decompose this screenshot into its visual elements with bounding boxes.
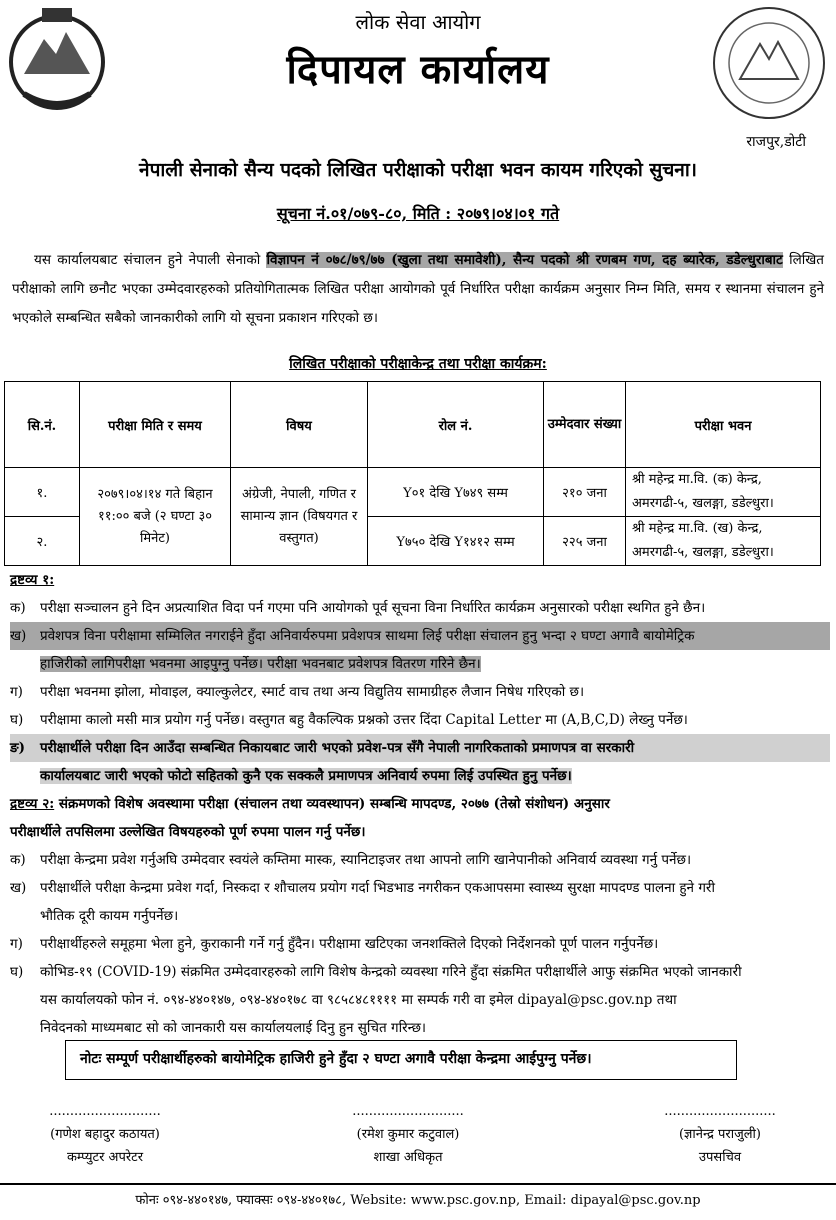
notes1-heading: द्रष्टव्य १: [10,572,55,588]
public-service-commission-logo-icon [710,4,828,122]
notice-title: नेपाली सेनाको सैन्य पदको लिखित परीक्षाको परीक्षा भवन कायम गरिएको सुचना। [139,159,697,181]
note-item-cont: कार्यालयबाट जारी भएको फोटो सहितको कुनै एक सक्कलै प्रमाणपत्र अनिवार्य रुपमा लिई उपस्थित हुनु पर्नेछ। [40,768,572,784]
table-header-row [5,382,821,468]
footer-divider [0,1183,836,1185]
note-box: नोटः सम्पूर्ण परीक्षार्थीहरुको बायोमेट्रिक हाजिरी हुने हुँदा २ घण्टा अगावै परीक्षा केन्द्रमा आईपुग्नु पर्नेछ। [65,1040,737,1080]
col-subject: विषय [231,382,368,468]
note-item: क) परीक्षा केन्द्रमा प्रवेश गर्नुअघि उम्मेदवार स्वयंले कम्तिमा मास्क, स्यानिटाइजर तथा आपनो लागि खानेपानीको अनिवार्य व्यवस्था गर्नु पर्नेछ। [10,852,692,868]
col-venue: परीक्षा भवन [626,382,821,468]
email-link[interactable]: dipayal@psc.gov.np [517,992,653,1008]
website-link[interactable]: www.psc.gov.np [410,1193,516,1208]
note-item: ग) परीक्षा भवनमा झोला, मोवाइल, क्याल्कुलेटर, स्मार्ट वाच तथा अन्य विद्युतिय सामाग्रीहरु लैजान निषेध गरिएको छ। [10,684,585,700]
notes2-heading: द्रष्टव्य २: संक्रमणको विशेष अवस्थामा परीक्षा (संचालन तथा व्यवस्थापन) सम्बन्धि मापदण्ड, २०७७ (तेस्रो संशोधन) अनुसार [10,796,610,812]
signature-block: ........................... (ज्ञानेन्द्र पराजुली) उपसचिव [664,1104,776,1165]
exam-date-time: २०७९।०४।१४ गते बिहान ११:०० बजे (२ घण्टा ३० मिनेट) [80,468,231,566]
table-caption: लिखित परीक्षाको परीक्षाकेन्द्र तथा परीक्षा कार्यक्रम: [289,356,547,372]
signature-block: ........................... (रमेश कुमार कटुवाल) शाखा अधिकृत [352,1104,464,1165]
col-date-time: परीक्षा मिति र समय [80,382,231,468]
note-item: ग) परीक्षार्थीहरुले समूहमा भेला हुने, कुराकानी गर्ने गर्नु हुँदैन। परीक्षामा खटिएका जनशक्तिले दिएको निर्देशनको पूर्ण पालन गर्नुपर्नेछ। [10,936,659,952]
advertisement-highlight: विज्ञापन नं ०७८/७९/७७ (खुला तथा समावेशी), सैन्य पदको श्री रणबम गण, दह ब्यारेक, डडेल्धुराबाट [266,252,783,268]
table-row: १. २०७९।०४।१४ गते बिहान ११:०० बजे (२ घण्टा ३० मिनेट) अंग्रेजी, नेपाली, गणित र सामान्य ज्ञान (विषयगत र वस्तुगत) Y०१ देखि Y७४९ सम्म २१० जना श्री महेन्द्र मा.वि. (क) केन्द्र, अमरगढी-५, खलङ्गा, डडेल्धुरा। [5,468,821,517]
exam-subject: अंग्रेजी, नेपाली, गणित र सामान्य ज्ञान (विषयगत र वस्तुगत) [231,468,368,566]
office-name: दिपायल कार्यालय [286,46,550,93]
note-item: क) परीक्षा सञ्चालन हुने दिन अप्रत्याशित विदा पर्न गएमा पनि आयोगको पूर्व सूचना विना निर्धारित कार्यक्रम अनुसारको परीक्षा स्थगित हुने छैन। [10,600,706,616]
notice-number: सूचना नं.०१/०७९-८०, मिति : २०७९।०४।०१ गते [276,204,560,223]
note-item: घ) कोभिड-१९ (COVID-19) संक्रमित उम्मेदवारहरुको लागि विशेष केन्द्रको व्यवस्था गरिने हुँदा संक्रमित परीक्षार्थीले आफु संक्रमित भएको जानकारी [10,964,742,980]
footer-contact: फोनः ०९४-४४०१४७, फ्याक्सः ०९४-४४०१७८, Website: www.psc.gov.np, Email: dipayal@psc.gov.np [135,1193,701,1208]
note-item: घ) परीक्षामा कालो मसी मात्र प्रयोग गर्नु पर्नेछ। वस्तुगत बहु वैकल्पिक प्रश्नको उत्तर दिंदा Capital Letter मा (A,B,C,D) लेख्नु पर्नेछ। [10,712,688,728]
notes-section: द्रष्टव्य १: क) परीक्षा सञ्चालन हुने दिन अप्रत्याशित विदा पर्न गएमा पनि आयोगको पूर्व सूचना विना निर्धारित कार्यक्रम अनुसारको परीक्षा स्थगित हुने छैन। ख) प्रवेशपत्र विना परीक्षामा सम्मिलित नगराईने हुँदा अनिवार्यरुपमा प्रवेशपत्र साथमा लिई परीक्षा संचालन हुनु भन्दा २ घण्टा अगावै बायोमेट्रिक हाजिरीको लागिपरीक्षा भवनमा आइपुग्नु पर्नेछ। परीक्षा भवनबाट प्रवेशपत्र वितरण गरिने छैन। ग) परीक्षा भवनमा झोला, मोवाइल, क्याल्कुलेटर, स्मार्ट वाच तथा अन्य विद्युतिय सामाग्रीहरु लैजान निषेध गरिएको छ। घ) परीक्षामा कालो मसी मात्र प्रयोग गर्नु पर्नेछ। वस्तुगत बहु वैकल्पिक प्रश्नको उत्तर दिंदा Capital Letter मा (A,B,C,D) लेख्नु पर्नेछ। ङ) परीक्षार्थीले परीक्षा दिन आउँदा सम्बन्धित निकायबाट जारी भएको प्रवेश-पत्र सँगै नेपाली नागरिकताको प्रमाणपत्र वा सरकारी कार्यालयबाट जारी भएको फोटो सहितको कुनै एक सक्कलै प्रमाणपत्र अनिवार्य रुपमा लिई उपस्थित हुनु पर्नेछ। द्रष्टव्य २: संक्रमणको विशेष अवस्थामा परीक्षा (संचालन तथा व्यवस्थापन) सम्बन्धि मापदण्ड, २०७७ (तेस्रो संशोधन) अनुसार परीक्षार्थीले तपसिलमा उल्लेखित विषयहरुको पूर्ण रुपमा पालन गर्नु पर्नेछ। क) परीक्षा केन्द्रमा प्रवेश गर्नुअघि उम्मेदवार स्वयंले कम्तिमा मास्क, स्यानिटाइजर तथा आपनो लागि खानेपानीको अनिवार्य व्यवस्था गर्नु पर्नेछ। ख) परीक्षार्थीले परीक्षा केन्द्रमा प्रवेश गर्दा, निस्कदा र शौचालय प्रयोग गर्दा भिडभाड नगरीकन एकआपसमा स्वास्थ्य सुरक्षा मापदण्ड पालना हुने गरी भौतिक दूरी कायम गर्नुपर्नेछ। ग) परीक्षार्थीहरुले समूहमा भेला हुने, कुराकानी गर्ने गर्नु हुँदैन। परीक्षामा खटिएका जनशक्तिले दिएको निर्देशनको पूर्ण पालन गर्नुपर्नेछ। घ) कोभिड-१९ (COVID-19) संक्रमित उम्मेदवारहरुको लागि विशेष केन्द्रको व्यवस्था गरिने हुँदा संक्रमित परीक्षार्थीले आफु संक्रमित भएको जानकारी यस कार्यालयको फोन नं. ०९४-४४०१४७, ०९४-४४०१७८ वा ९८५८४८११११ मा सम्पर्क गरी वा इमेल dipayal@psc.gov.np तथा निवेदनको माध्यमबाट सो को जानकारी यस कार्यालयलाई दिनु हुन सुचित गरिन्छ। [10,566,830,1042]
col-count: उम्मेदवार संख्या [544,382,626,468]
table-row: २. Y७५० देखि Y१४१२ सम्म २२५ जना श्री महेन्द्र मा.वि. (ख) केन्द्र, अमरगढी-५, खलङ्गा, डडेल्धुरा। [5,517,821,566]
exam-schedule-table [4,381,821,566]
note-item: ख) परीक्षार्थीले परीक्षा केन्द्रमा प्रवेश गर्दा, निस्कदा र शौचालय प्रयोग गर्दा भिडभाड नगरीकन एकआपसमा स्वास्थ्य सुरक्षा मापदण्ड पालना हुने गरी [10,880,715,896]
signature-block: ........................... (गणेश बहादुर कठायत) कम्प्युटर अपरेटर [49,1104,161,1165]
organization-name: लोक सेवा आयोग [355,10,481,34]
footer-email-link[interactable]: dipayal@psc.gov.np [570,1193,701,1208]
location: राजपुर,डोटी [746,134,806,150]
note-item: ङ) परीक्षार्थीले परीक्षा दिन आउँदा सम्बन्धित निकायबाट जारी भएको प्रवेश-पत्र सँगै नेपाली नागरिकताको प्रमाणपत्र वा सरकारी [10,734,830,762]
note-item-cont: हाजिरीको लागिपरीक्षा भवनमा आइपुग्नु पर्नेछ। परीक्षा भवनबाट प्रवेशपत्र वितरण गरिने छैन। [40,656,481,672]
note-item: ख) प्रवेशपत्र विना परीक्षामा सम्मिलित नगराईने हुँदा अनिवार्यरुपमा प्रवेशपत्र साथमा लिई परीक्षा संचालन हुनु भन्दा २ घण्टा अगावै बायोमेट्रिक [10,622,830,650]
col-sn: सि.नं. [5,382,80,468]
intro-paragraph: यस कार्यालयबाट संचालन हुने नेपाली सेनाको विज्ञापन नं ०७८/७९/७७ (खुला तथा समावेशी), सैन्य पदको श्री रणबम गण, दह ब्यारेक, डडेल्धुराबाट लिखित परीक्षाको लागि छनौट भएका उम्मेदवारहरुको प्रतियोगितात्मक लिखित परीक्षा आयोगको पूर्व निर्धारित परीक्षा कार्यक्रम अनुसार निम्न मिति, समय र स्थानमा संचालन हुने भएकोले सम्बन्धित सबैको जानकारीको लागि यो सूचना प्रकाशन गरिएको छ। [12,252,824,326]
col-roll: रोल नं. [368,382,544,468]
